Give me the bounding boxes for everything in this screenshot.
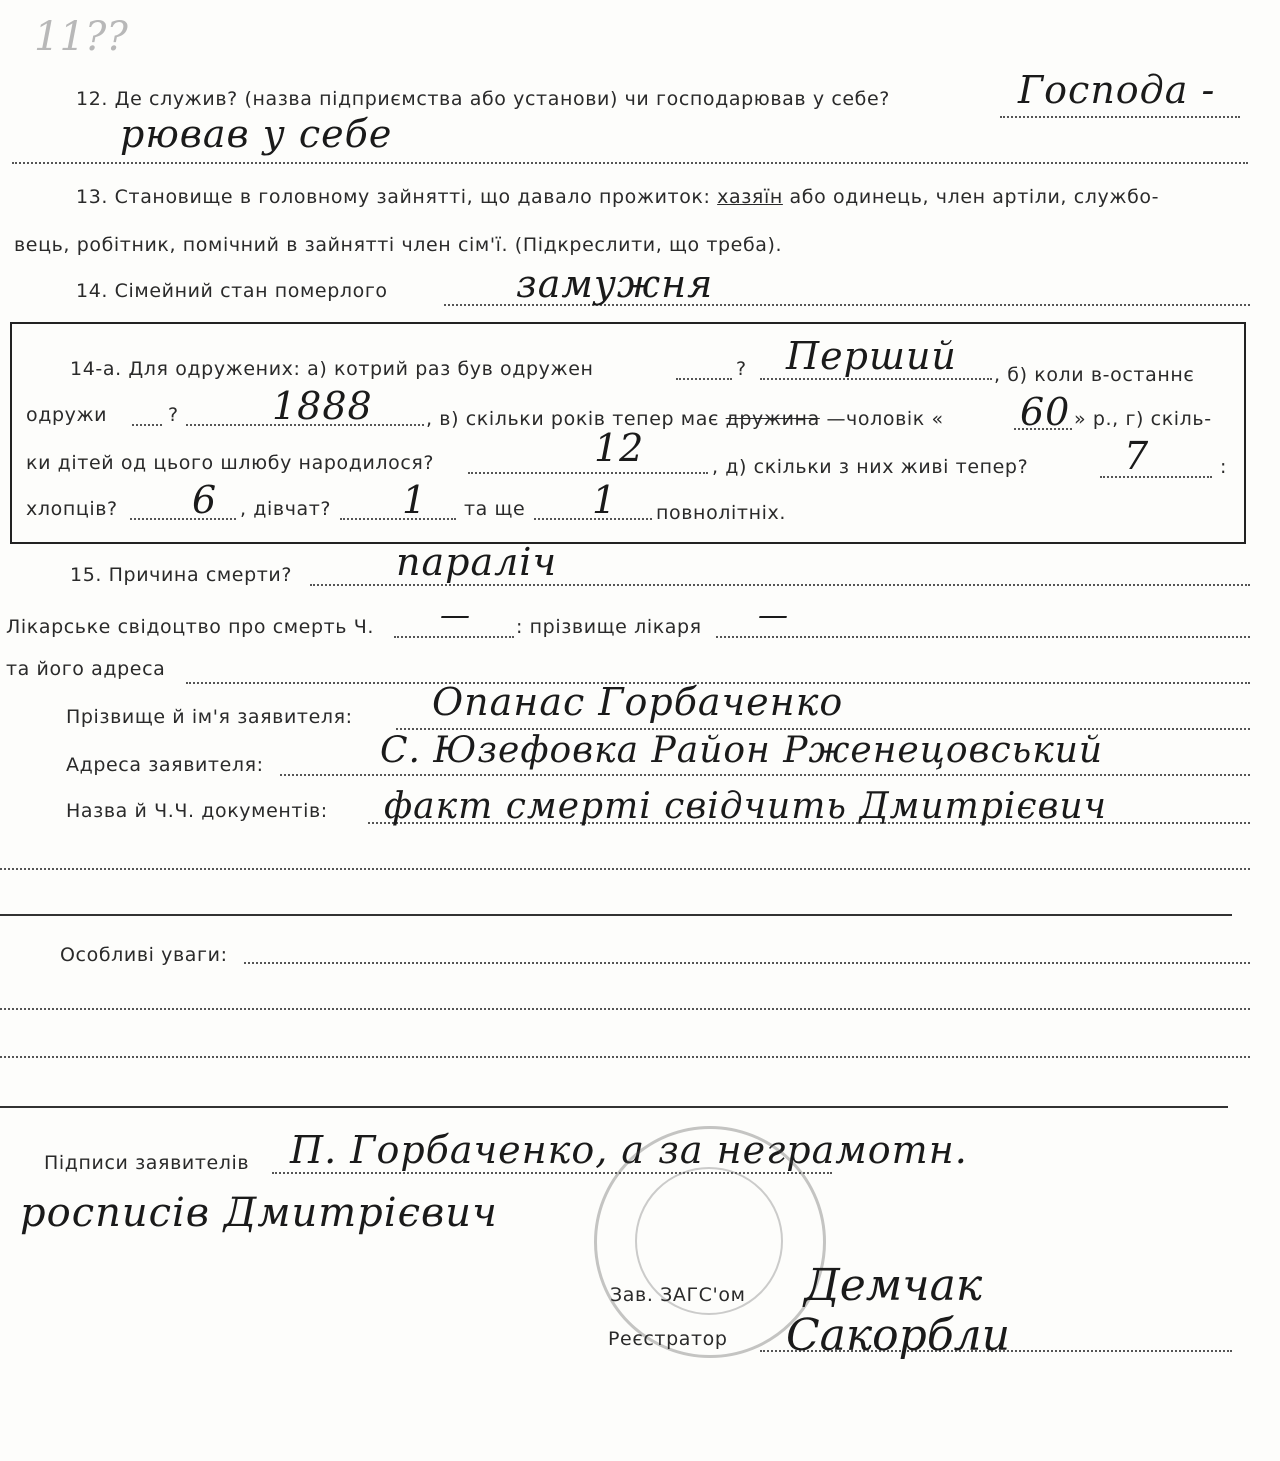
remarks-dotline-2 [0, 1008, 1250, 1010]
section-rule-2 [0, 1106, 1228, 1108]
q14a-answer-a: Перший [786, 334, 957, 378]
registrar-signature: Сакорбли [786, 1310, 1011, 1361]
q14a-label-a: 14-а. Для одружених: а) котрий раз був одружен [70, 358, 594, 380]
q14a-struck-word: дружина [725, 408, 820, 430]
medical-dotline-number [394, 636, 514, 638]
q14a-label-start: одружи [26, 404, 108, 426]
medical-doctor-answer: — [758, 598, 789, 633]
q14a-label-b: , б) коли в-останнє [994, 364, 1195, 386]
q14a-qmark-a: ? [736, 358, 747, 380]
q14a-qmark-year: ? [168, 404, 179, 426]
applicant-docs-label: Назва й Ч.Ч. документів: [66, 800, 328, 822]
signatures-label: Підписи заявителів [44, 1152, 250, 1174]
q14a-label-boys: хлопців? [26, 498, 118, 520]
q14a-label-c-text: , в) скільки років тепер має [426, 408, 719, 430]
q14a-label-alive: , д) скільки з них живі тепер? [712, 456, 1029, 478]
q14a-label-more: та ще [464, 498, 526, 520]
q14a-dotline-alive [1100, 476, 1212, 478]
q14-label: 14. Сімейний стан померлого [76, 280, 388, 302]
q12-label: 12. Де служив? (назва підприємства або установи) чи господарював у себе? [76, 88, 890, 110]
q13-label-after: або одинець, член артіли, службо- [789, 186, 1160, 208]
archive-number: 11?? [34, 14, 128, 60]
applicant-name-answer: Опанас Горбаченко [432, 680, 844, 724]
q14-answer: замужня [516, 262, 714, 306]
applicant-address-label: Адреса заявителя: [66, 754, 264, 776]
q14a-dotline-a-left [676, 378, 732, 380]
q14a-label-girls: , дівчат? [240, 498, 332, 520]
medical-doctor-label: : прізвище лікаря [516, 616, 702, 638]
q15-dotline [310, 584, 1250, 586]
registrar-label: Реєстратор [608, 1328, 728, 1350]
applicant-signature-line2: росписів Дмитрієвич [20, 1190, 498, 1236]
q14a-label-c [426, 408, 944, 430]
q13-label-before: 13. Становище в головному зайнятті, що давало прожиток: [76, 186, 711, 208]
medical-number-answer: — [440, 598, 471, 633]
q14a-label-children: ки дітей од цього шлюбу народилося? [26, 452, 435, 474]
q14a-dotline-girls [340, 518, 456, 520]
q15-answer: параліч [396, 540, 558, 584]
q14a-answer-alive: 7 [1124, 434, 1150, 478]
remarks-dotline-3 [0, 1056, 1250, 1058]
q14a-colon: : [1220, 456, 1228, 478]
q14a-answer-age: 60 [1020, 390, 1071, 434]
q15-label: 15. Причина смерти? [70, 564, 293, 586]
q12-answer-part2: рював у себе [120, 112, 393, 156]
q12-dotline-2 [12, 162, 1248, 164]
q13-line1 [76, 186, 1159, 208]
medical-label: Лікарське свідоцтво про смерть Ч. [6, 616, 374, 638]
applicant-name-label: Прізвище й ім'я заявителя: [66, 706, 353, 728]
q14a-answer-children: 12 [594, 426, 645, 470]
applicant-address-dotline [280, 774, 1250, 776]
q14a-dotline-year-left [132, 424, 162, 426]
q14a-answer-year: 1888 [272, 384, 373, 428]
q13-underlined-choice: хазяїн [717, 186, 783, 208]
remarks-dotline-1 [244, 962, 1250, 964]
head-signature: Демчак [804, 1260, 983, 1311]
section-rule-1 [0, 914, 1232, 916]
remarks-label: Особливі уваги: [60, 944, 228, 966]
head-label: Зав. ЗАГС'ом [610, 1284, 746, 1306]
q14a-label-adults: повнолітніх. [656, 502, 786, 524]
applicant-docs-answer: факт смерті свідчить Дмитрієвич [384, 786, 1108, 827]
medical-dotline-doctor [716, 636, 1250, 638]
q14a-answer-girls: 1 [402, 478, 428, 522]
q14a-label-end: » р., г) скіль- [1074, 408, 1212, 430]
q14a-dotline-boys [130, 518, 236, 520]
q14a-dotline-a [760, 378, 992, 380]
blank-dotline-1 [0, 868, 1250, 870]
medical-address-label: та його адреса [6, 658, 166, 680]
q14a-dotline-children [468, 472, 708, 474]
applicant-address-answer: С. Юзефовка Район Рженецовський [380, 730, 1104, 771]
q12-dotline-1 [1000, 116, 1240, 118]
q12-answer-part1: Господа - [1018, 68, 1216, 112]
q13-line2: вець, робітник, помічний в зайнятті член сім'ї. (Підкреслити, що треба). [14, 234, 783, 256]
q14a-label-husband: —чоловік « [826, 408, 944, 430]
q14a-answer-more: 1 [592, 478, 618, 522]
applicant-signature: П. Горбаченко, а за неграмотн. [290, 1128, 968, 1172]
q14a-answer-boys: 6 [192, 478, 218, 522]
